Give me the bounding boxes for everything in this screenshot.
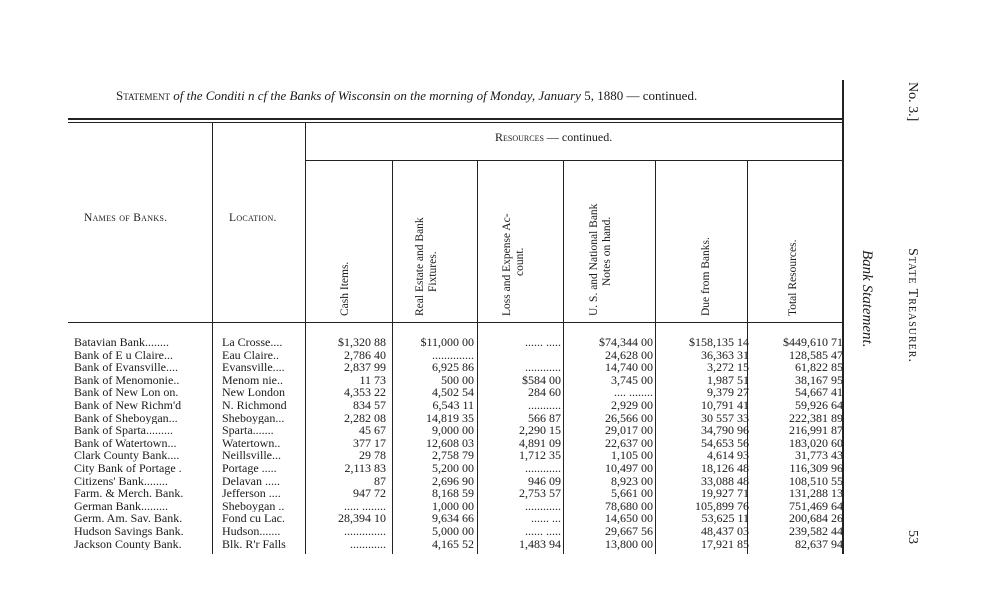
due-from-banks-value: 48,437 03	[701, 524, 749, 538]
bank-name: Clark County Bank....	[74, 449, 180, 462]
loss-expense-value: $584 00	[522, 372, 561, 387]
total-resources-value: 61,822 85	[795, 360, 843, 375]
real-estate-value: 1,000 00	[432, 498, 474, 513]
real-estate-value: 4,165 52	[432, 536, 474, 551]
real-estate-value: 2,696 90	[432, 473, 474, 488]
total-resources-value: 38,167 95	[795, 372, 843, 387]
due-from-banks-value: 30 557 33	[701, 410, 749, 425]
real-estate-value: 9,000 00	[432, 423, 474, 438]
loss-expense-value: ............	[525, 461, 561, 475]
title-date: 5, 1880	[580, 88, 624, 103]
total-label: Total Resources.	[787, 239, 799, 316]
bank-name: Farm. & Merch. Bank.	[74, 487, 184, 500]
cash-items-value: 2,282 08	[344, 410, 386, 425]
cash-items-value: ............	[350, 536, 386, 551]
loss-line1: Loss and Expense Ac-	[501, 213, 513, 316]
due-from-banks-value: 4,614 93	[707, 448, 749, 463]
bank-location: Sheboygan...	[222, 411, 285, 425]
col-rule-5	[563, 161, 564, 554]
header-resources	[495, 130, 612, 145]
bank-location: N. Richmond	[222, 399, 287, 412]
us-notes-value: 8,923 00	[611, 473, 653, 488]
cash-items-value: 377 17	[353, 435, 386, 450]
bank-name: Hudson Savings Bank.	[74, 525, 184, 538]
bank-location: Delavan .....	[222, 474, 280, 488]
loss-expense-value: ............	[525, 498, 561, 513]
real-estate-value: 6,925 86	[432, 360, 474, 375]
running-head-state-treasurer: State Treasurer.	[905, 248, 920, 363]
header-due-from-banks	[700, 237, 713, 316]
bank-location: Evansville....	[222, 361, 285, 374]
header-total-resources	[787, 240, 800, 316]
real-estate-line1: Real Estate and Bank	[414, 217, 426, 316]
header-real-estate	[414, 217, 440, 316]
total-resources-value: 131,288 13	[789, 486, 843, 501]
total-resources-value: 216,991 87	[789, 423, 843, 438]
cash-items-value: 2,786 40	[344, 347, 386, 362]
resources-rule	[305, 160, 842, 161]
top-rule-thick	[68, 118, 842, 120]
total-resources-value: 239,582 44	[789, 524, 843, 538]
real-estate-value: 9,634 66	[432, 511, 474, 526]
due-label: Due from Banks.	[700, 237, 712, 316]
cash-items-value: 834 57	[353, 398, 386, 412]
bank-name: Jackson County Bank.	[74, 537, 182, 551]
cash-items-value: 2,837 99	[344, 360, 386, 375]
loss-expense-value: 1,483 94	[519, 536, 561, 551]
bank-name: City Bank of Portage .	[74, 462, 182, 475]
us-notes-value: 3,745 00	[611, 372, 653, 387]
col-rule-3	[392, 161, 393, 554]
resources-cont: — continued.	[543, 130, 613, 144]
us-notes-value: 2,929 00	[611, 398, 653, 412]
running-head-bank-statement: Bank Statement.	[859, 250, 875, 348]
loss-line2: count.	[514, 247, 526, 276]
loss-expense-value: 284 60	[528, 385, 561, 400]
bank-location: La Crosse....	[222, 336, 283, 349]
title-lead: Statement	[116, 88, 171, 103]
bank-name: Citizens' Bank........	[74, 474, 168, 488]
total-resources-value: 82,637 94	[795, 536, 843, 551]
real-estate-value: 5,200 00	[432, 461, 474, 475]
bank-name: Bank of New Lon on.	[74, 386, 179, 399]
bank-name: Bank of Sparta.........	[74, 424, 173, 437]
bank-location: Blk. R'r Falls	[222, 537, 286, 551]
total-resources-value: 751,469 64	[789, 498, 843, 513]
cash-items-value: 11 73	[359, 372, 386, 387]
due-from-banks-value: 3,272 15	[707, 360, 749, 375]
bank-name: Germ. Am. Sav. Bank.	[74, 512, 183, 525]
bank-location: Fond cu Lac.	[222, 512, 285, 525]
usn-line2: Notes on hand.	[601, 216, 613, 286]
col-rule-6	[655, 161, 656, 554]
loss-expense-value: ...... .....	[525, 335, 561, 349]
cash-items-value: 947 72	[353, 486, 386, 501]
header-us-national-notes	[588, 204, 614, 316]
loss-expense-value: 4,891 09	[519, 435, 561, 450]
bank-location: Watertown..	[222, 436, 281, 450]
loss-expense-value: ............	[525, 360, 561, 375]
real-estate-value: 8,168 59	[432, 486, 474, 501]
bank-name: Bank of Menomonie..	[74, 373, 180, 387]
bank-location: Sheboygan ..	[222, 499, 285, 513]
us-notes-value: 10,497 00	[605, 461, 653, 475]
real-estate-line2: Fixtures.	[427, 251, 439, 292]
total-resources-value: 108,510 55	[789, 473, 843, 488]
usn-line1: U. S. and National Bank	[588, 203, 600, 316]
top-rule-thin	[68, 122, 842, 123]
cash-items-value: ..............	[344, 524, 386, 538]
bank-name: Bank of Sheboygan...	[74, 411, 178, 425]
resources-label: Resources	[495, 130, 544, 144]
real-estate-value: 4,502 54	[432, 385, 474, 400]
total-resources-value: 128,585 47	[789, 347, 843, 362]
due-from-banks-value: 33,088 48	[701, 473, 749, 488]
cash-items-value: 28,394 10	[338, 511, 386, 526]
total-resources-value: 59,926 64	[795, 398, 843, 412]
us-notes-value: 5,661 00	[611, 486, 653, 501]
us-notes-value: 29,017 00	[605, 423, 653, 438]
header-cash-items	[339, 262, 352, 316]
cash-items-value: $1,320 88	[338, 335, 386, 349]
header-location: Location.	[229, 212, 277, 224]
due-from-banks-value: 54,653 56	[701, 435, 749, 450]
us-notes-value: 26,566 00	[605, 410, 653, 425]
real-estate-value: 6,543 11	[432, 398, 474, 412]
total-resources-value: 200,684 26	[789, 511, 843, 526]
us-notes-value: 1,105 00	[611, 448, 653, 463]
bank-name: Bank of Evansville....	[74, 361, 178, 374]
title-gap: n cf	[244, 88, 268, 103]
us-notes-value: 13,800 00	[605, 536, 653, 551]
cash-label: Cash Items.	[339, 261, 351, 316]
due-from-banks-value: 53,625 11	[701, 511, 749, 526]
bank-name: Batavian Bank........	[74, 336, 169, 349]
header-names-of-banks: Names of Banks.	[84, 212, 168, 224]
page-title	[116, 88, 816, 104]
loss-expense-value: 2,753 57	[519, 486, 561, 501]
due-from-banks-value: $158,135 14	[689, 335, 749, 349]
us-notes-value: .... ........	[614, 385, 653, 400]
cash-items-value: 29 78	[359, 448, 386, 463]
cash-items-value: 4,353 22	[344, 385, 386, 400]
bank-location: Jefferson ....	[222, 487, 281, 500]
real-estate-value: 2,758 79	[432, 448, 474, 463]
bank-location: Eau Claire..	[222, 348, 279, 362]
us-notes-value: 29,667 56	[605, 524, 653, 538]
bank-location: Menom nie..	[222, 373, 283, 387]
bank-name: Bank of New Richm'd	[74, 399, 182, 412]
real-estate-value: $11,000 00	[420, 335, 474, 349]
loss-expense-value: 566 87	[528, 410, 561, 425]
bank-location: Portage .....	[222, 462, 277, 475]
total-resources-value: 183,020 60	[789, 435, 843, 450]
us-notes-value: 14,650 00	[605, 511, 653, 526]
bank-location: Neillsville...	[222, 449, 281, 462]
document-number: No. 3.]	[905, 82, 920, 122]
header-bottom-rule	[68, 322, 842, 323]
total-resources-value: 31,773 43	[795, 448, 843, 463]
due-from-banks-value: 36,363 31	[701, 347, 749, 362]
loss-expense-value: 946 09	[528, 473, 561, 488]
bank-name: German Bank.........	[74, 499, 168, 513]
due-from-banks-value: 19,927 71	[701, 486, 749, 501]
bank-name: Bank of E u Claire...	[74, 348, 173, 362]
total-resources-value: $449,610 71	[783, 335, 843, 349]
real-estate-value: 14,819 35	[426, 410, 474, 425]
due-from-banks-value: 10,791 41	[701, 398, 749, 412]
real-estate-value: ..............	[432, 347, 474, 362]
real-estate-value: 500 00	[441, 372, 474, 387]
us-notes-value: 78,680 00	[605, 498, 653, 513]
bank-location: Hudson.......	[222, 525, 281, 538]
due-from-banks-value: 17,921 85	[701, 536, 749, 551]
us-notes-value: 22,637 00	[605, 435, 653, 450]
due-from-banks-value: 105,899 76	[695, 498, 749, 513]
page-number: 53	[905, 530, 920, 544]
loss-expense-value: ...... ...	[531, 511, 561, 526]
us-notes-value: 14,740 00	[605, 360, 653, 375]
cash-items-value: ..... ........	[344, 498, 386, 513]
loss-expense-value: ...........	[528, 398, 561, 412]
col-rule-4	[477, 161, 478, 554]
bank-location: Sparta.......	[222, 424, 274, 437]
due-from-banks-value: 34,790 96	[701, 423, 749, 438]
total-resources-value: 222,381 89	[789, 410, 843, 425]
loss-expense-value: 2,290 15	[519, 423, 561, 438]
loss-expense-value: ...... .....	[525, 524, 561, 538]
bank-name: Bank of Watertown...	[74, 436, 177, 450]
due-from-banks-value: 18,126 48	[701, 461, 749, 475]
due-from-banks-value: 1,987 51	[707, 372, 749, 387]
title-end: — continued.	[623, 88, 698, 103]
loss-expense-value: 1,712 35	[519, 448, 561, 463]
real-estate-value: 5,000 00	[432, 524, 474, 538]
total-resources-value: 116,309 96	[789, 461, 843, 475]
cash-items-value: 2,113 83	[344, 461, 386, 475]
header-loss-expense	[501, 213, 527, 316]
total-resources-value: 54,667 41	[795, 385, 843, 400]
us-notes-value: 24,628 00	[605, 347, 653, 362]
due-from-banks-value: 9,379 27	[707, 385, 749, 400]
cash-items-value: 87	[374, 473, 386, 488]
us-notes-value: $74,344 00	[599, 335, 653, 349]
cash-items-value: 45 67	[359, 423, 386, 438]
title-tail: the Banks of Wisconsin on the morning of Monday, January	[267, 88, 581, 103]
real-estate-value: 12,608 03	[426, 435, 474, 450]
title-rest: of the Conditi	[170, 88, 245, 103]
bank-location: New London	[222, 386, 285, 399]
